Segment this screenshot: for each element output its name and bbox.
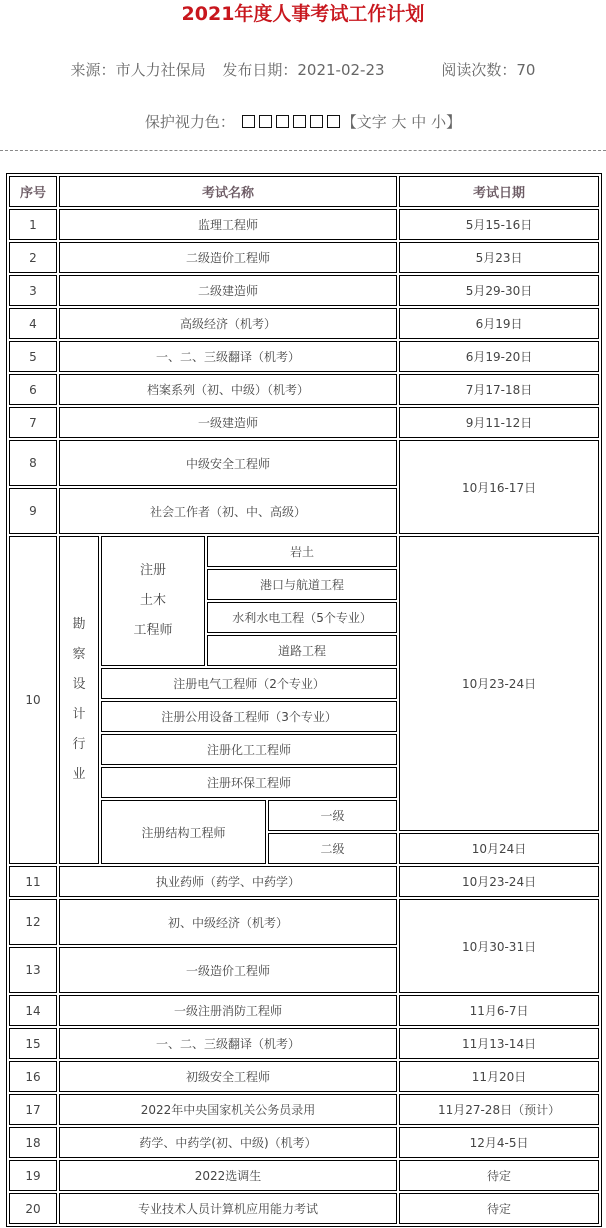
industry-char: 察 — [72, 647, 86, 662]
table-row — [9, 1160, 599, 1191]
table-row — [9, 374, 599, 405]
color-swatch-2[interactable] — [259, 115, 272, 128]
row-no: 20 — [9, 1193, 57, 1224]
civil-engineer-cell — [101, 536, 205, 666]
civil-sub: 水利水电工程（5个专业） — [207, 602, 397, 633]
row-date: 11月20日 — [399, 1061, 599, 1092]
industry-char: 行 — [72, 737, 86, 752]
row-no: 13 — [9, 947, 57, 993]
table-row — [9, 995, 599, 1026]
civil-sub: 港口与航道工程 — [207, 569, 397, 600]
table-row — [9, 1094, 599, 1125]
font-size-close: 】 — [446, 113, 462, 131]
row-date: 待定 — [399, 1160, 599, 1191]
civil-sub: 道路工程 — [207, 635, 397, 666]
row-no: 10 — [9, 536, 57, 864]
color-swatch-3[interactable] — [276, 115, 289, 128]
divider — [0, 150, 606, 151]
row-no: 4 — [9, 308, 57, 339]
date-value: 2021-02-23 — [297, 61, 385, 79]
row-name: 一级建造师 — [59, 407, 397, 438]
row-name: 二级造价工程师 — [59, 242, 397, 273]
source-value: 市人力社保局 — [115, 61, 206, 79]
views-value: 70 — [516, 61, 536, 79]
font-size-small-link[interactable]: 小 — [431, 113, 447, 131]
table-row — [9, 1127, 599, 1158]
civil-line: 土木 — [139, 593, 166, 608]
engineer-item: 注册化工工程师 — [101, 734, 397, 765]
eye-protection-bar — [0, 112, 606, 132]
row-date: 5月23日 — [399, 242, 599, 273]
structural-level: 一级 — [268, 800, 397, 831]
table-row — [9, 866, 599, 897]
row-name: 初、中级经济（机考） — [59, 899, 397, 945]
row-date: 6月19-20日 — [399, 341, 599, 372]
table-row — [9, 536, 599, 567]
row-name: 2022年中央国家机关公务员录用 — [59, 1094, 397, 1125]
page-title: 2021年度人事考试工作计划 — [181, 3, 425, 25]
row-no: 3 — [9, 275, 57, 306]
row-no: 16 — [9, 1061, 57, 1092]
date-label: 发布日期： — [222, 61, 298, 79]
row-date: 10月30-31日 — [399, 899, 599, 993]
source-label: 来源： — [70, 61, 116, 79]
row-date: 11月6-7日 — [399, 995, 599, 1026]
civil-line: 注册 — [139, 563, 166, 578]
industry-char: 设 — [72, 677, 86, 692]
color-swatch-6[interactable] — [327, 115, 340, 128]
row-no: 14 — [9, 995, 57, 1026]
row-date: 待定 — [399, 1193, 599, 1224]
row-name: 药学、中药学(初、中级)（机考） — [59, 1127, 397, 1158]
row-date: 10月24日 — [399, 833, 599, 864]
engineer-item: 注册公用设备工程师（3个专业） — [101, 701, 397, 732]
color-swatch-4[interactable] — [293, 115, 306, 128]
table-row — [9, 308, 599, 339]
row-name: 社会工作者（初、中、高级） — [59, 488, 397, 534]
table-row — [9, 899, 599, 945]
engineer-item: 注册电气工程师（2个专业） — [101, 668, 397, 699]
font-size-large-link[interactable]: 大 — [391, 113, 407, 131]
header-no: 序号 — [9, 176, 57, 207]
eye-protection-label: 保护视力色： — [144, 113, 235, 131]
views-label: 阅读次数： — [441, 61, 517, 79]
engineer-item: 注册环保工程师 — [101, 767, 397, 798]
civil-sub: 岩土 — [207, 536, 397, 567]
row-no: 7 — [9, 407, 57, 438]
row-no: 5 — [9, 341, 57, 372]
civil-line: 工程师 — [133, 623, 173, 638]
industry-cell — [59, 536, 99, 864]
article-meta — [0, 60, 606, 80]
view-count — [441, 61, 535, 79]
table-row — [9, 209, 599, 240]
row-name: 一级造价工程师 — [59, 947, 397, 993]
industry-char: 勘 — [72, 617, 86, 632]
row-no: 8 — [9, 440, 57, 486]
row-no: 9 — [9, 488, 57, 534]
row-no: 17 — [9, 1094, 57, 1125]
row-date: 9月11-12日 — [399, 407, 599, 438]
header-date: 考试日期 — [399, 176, 599, 207]
row-name: 2022选调生 — [59, 1160, 397, 1191]
table-row — [9, 407, 599, 438]
row-name: 一、二、三级翻译（机考） — [59, 1028, 397, 1059]
row-no: 1 — [9, 209, 57, 240]
row-name: 监理工程师 — [59, 209, 397, 240]
row-date: 7月17-18日 — [399, 374, 599, 405]
structural-engineer-cell: 注册结构工程师 — [101, 800, 266, 864]
industry-char: 业 — [72, 767, 86, 782]
row-date: 5月15-16日 — [399, 209, 599, 240]
table-row — [9, 1028, 599, 1059]
row-name: 初级安全工程师 — [59, 1061, 397, 1092]
table-row — [9, 1061, 599, 1092]
row-name: 执业药师（药学、中药学） — [59, 866, 397, 897]
source — [71, 61, 206, 79]
color-swatch-1[interactable] — [242, 115, 255, 128]
row-name: 档案系列（初、中级）（机考） — [59, 374, 397, 405]
row-name: 一、二、三级翻译（机考） — [59, 341, 397, 372]
row-date: 11月27-28日（预计） — [399, 1094, 599, 1125]
row-date: 10月23-24日 — [399, 866, 599, 897]
row-no: 2 — [9, 242, 57, 273]
row-date: 12月4-5日 — [399, 1127, 599, 1158]
row-date: 6月19日 — [399, 308, 599, 339]
row-no: 6 — [9, 374, 57, 405]
row-name: 专业技术人员计算机应用能力考试 — [59, 1193, 397, 1224]
table-header-row — [9, 176, 599, 207]
row-date: 10月16-17日 — [399, 440, 599, 534]
row-no: 15 — [9, 1028, 57, 1059]
publish-date — [222, 61, 384, 79]
row-name: 中级安全工程师 — [59, 440, 397, 486]
table-row — [9, 341, 599, 372]
exam-schedule-table — [6, 173, 602, 1227]
row-name: 二级建造师 — [59, 275, 397, 306]
row-no: 19 — [9, 1160, 57, 1191]
row-name: 一级注册消防工程师 — [59, 995, 397, 1026]
table-row — [9, 242, 599, 273]
header-name: 考试名称 — [59, 176, 397, 207]
row-no: 11 — [9, 866, 57, 897]
font-size-medium-link[interactable]: 中 — [411, 113, 427, 131]
font-size-open: 【文字 — [341, 113, 387, 131]
row-no: 18 — [9, 1127, 57, 1158]
industry-char: 计 — [72, 707, 86, 722]
row-name: 高级经济（机考） — [59, 308, 397, 339]
table-row — [9, 1193, 599, 1224]
row-no: 12 — [9, 899, 57, 945]
structural-level: 二级 — [268, 833, 397, 864]
row-date: 10月23-24日 — [399, 536, 599, 831]
table-row — [9, 275, 599, 306]
color-swatch-5[interactable] — [310, 115, 323, 128]
row-date: 11月13-14日 — [399, 1028, 599, 1059]
table-row — [9, 440, 599, 486]
row-date: 5月29-30日 — [399, 275, 599, 306]
